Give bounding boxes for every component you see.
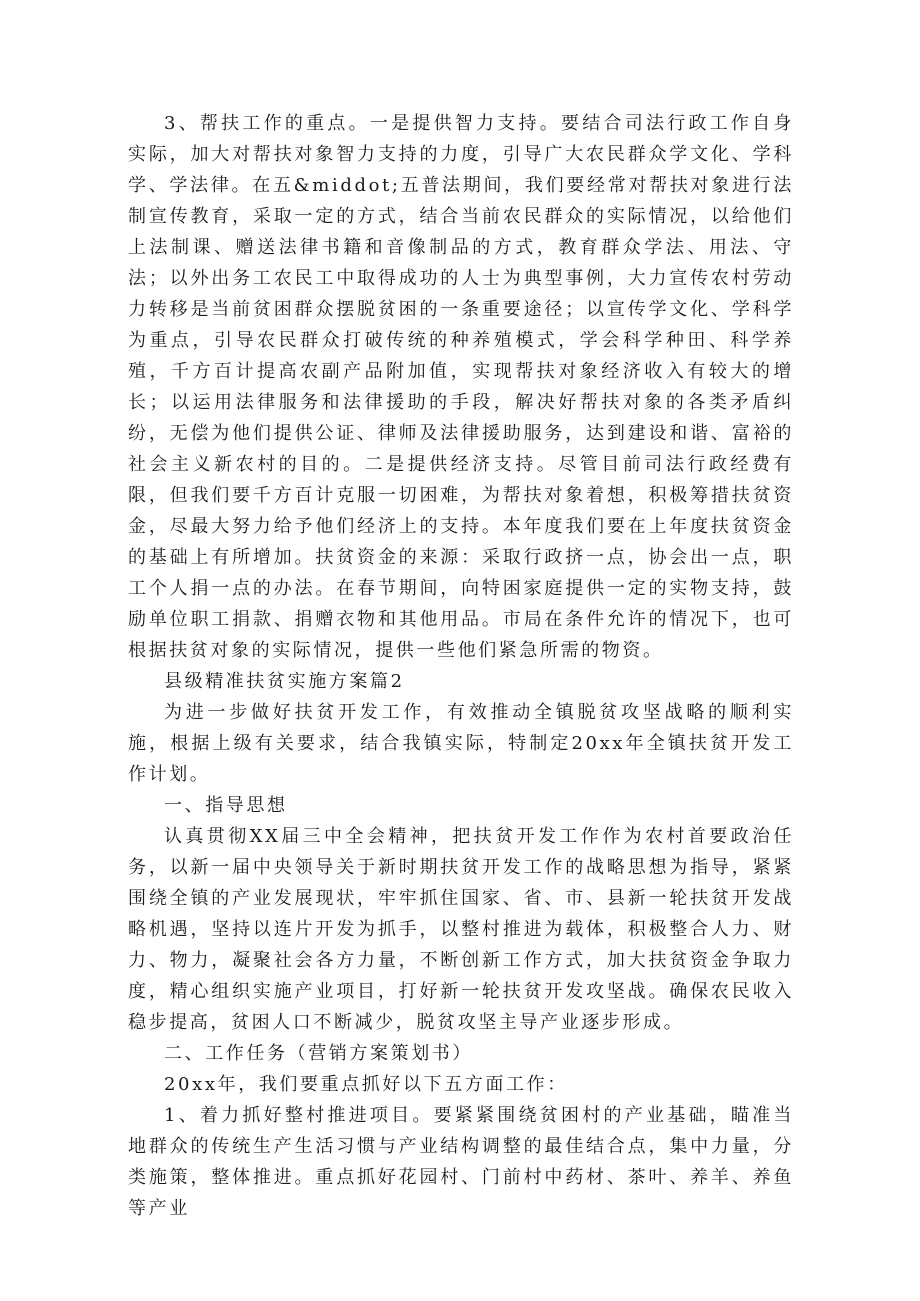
paragraph-guiding-ideology: 认真贯彻XX届三中全会精神，把扶贫开发工作作为农村首要政治任务，以新一届中央领导关于新时期扶贫开发工作的战略思想为指导，紧紧围绕全镇的产业发展现状，牢牢抓住国家、省、市、县新一轮扶贫开发战略机遇，坚持以连片开发为抓手，以整村推进为载体，积极整合人力、财力、物力，凝聚社会各方力量，不断创新工作方式，加大扶贫资金争取力度，精心组织实施产业项目，打好新一轮扶贫开发攻坚战。确保农民收入稳步提高，贫困人口不断减少，脱贫攻坚主导产业逐步形成。 [128,826,794,1033]
section-title-plan-2: 县级精准扶贫实施方案篇2 [164,671,405,692]
paragraph-intro: 为进一步做好扶贫开发工作，有效推动全镇脱贫攻坚战略的顺利实施，根据上级有关要求，结合我镇实际，特制定20xx年全镇扶贫开发工作计划。 [128,702,794,785]
paragraph-village-projects: 1、着力抓好整村推进项目。要紧紧围绕贫困村的产业基础，瞄准当地群众的传统生产生活习惯与产业结构调整的最佳结合点，集中力量，分类施策，整体推进。重点抓好花园村、门前村中药材、茶叶、养羊、养鱼等产业 [128,1105,794,1219]
document-body [128,108,794,1224]
heading-work-tasks: 二、工作任务（营销方案策划书） [164,1043,473,1064]
paragraph-assistance-focus: 3、帮扶工作的重点。一是提供智力支持。要结合司法行政工作自身实际，加大对帮扶对象智力支持的力度，引导广大农民群众学文化、学科学、学法律。在五&middot;五普法期间，我们要经常对帮扶对象进行法制宣传教育，采取一定的方式，结合当前农民群众的实际情况，以给他们上法制课、赠送法律书籍和音像制品的方式，教育群众学法、用法、守法；以外出务工农民工中取得成功的人士为典型事例，大力宣传农村劳动力转移是当前贫困群众摆脱贫困的一条重要途径；以宣传学文化、学科学为重点，引导农民群众打破传统的种养殖模式，学会科学种田、科学养殖，千方百计提高农副产品附加值，实现帮扶对象经济收入有较大的增长；以运用法律服务和法律援助的手段，解决好帮扶对象的各类矛盾纠纷，无偿为他们提供公证、律师及法律援助服务，达到建设和谐、富裕的社会主义新农村的目的。二是提供经济支持。尽管目前司法行政经费有限，但我们要千方百计克服一切困难，为帮扶对象着想，积极筹措扶贫资金，尽最大努力给予他们经济上的支持。本年度我们要在上年度扶贫资金的基础上有所增加。扶贫资金的来源：采取行政挤一点，协会出一点，职工个人捐一点的办法。在春节期间，向特困家庭提供一定的实物支持，鼓励单位职工捐款、捐赠衣物和其他用品。市局在条件允许的情况下，也可根据扶贫对象的实际情况，提供一些他们紧急所需的物资。 [128,113,794,661]
heading-guiding-ideology: 一、指导思想 [164,795,288,816]
paragraph-five-aspects: 20xx年，我们要重点抓好以下五方面工作： [164,1074,568,1095]
